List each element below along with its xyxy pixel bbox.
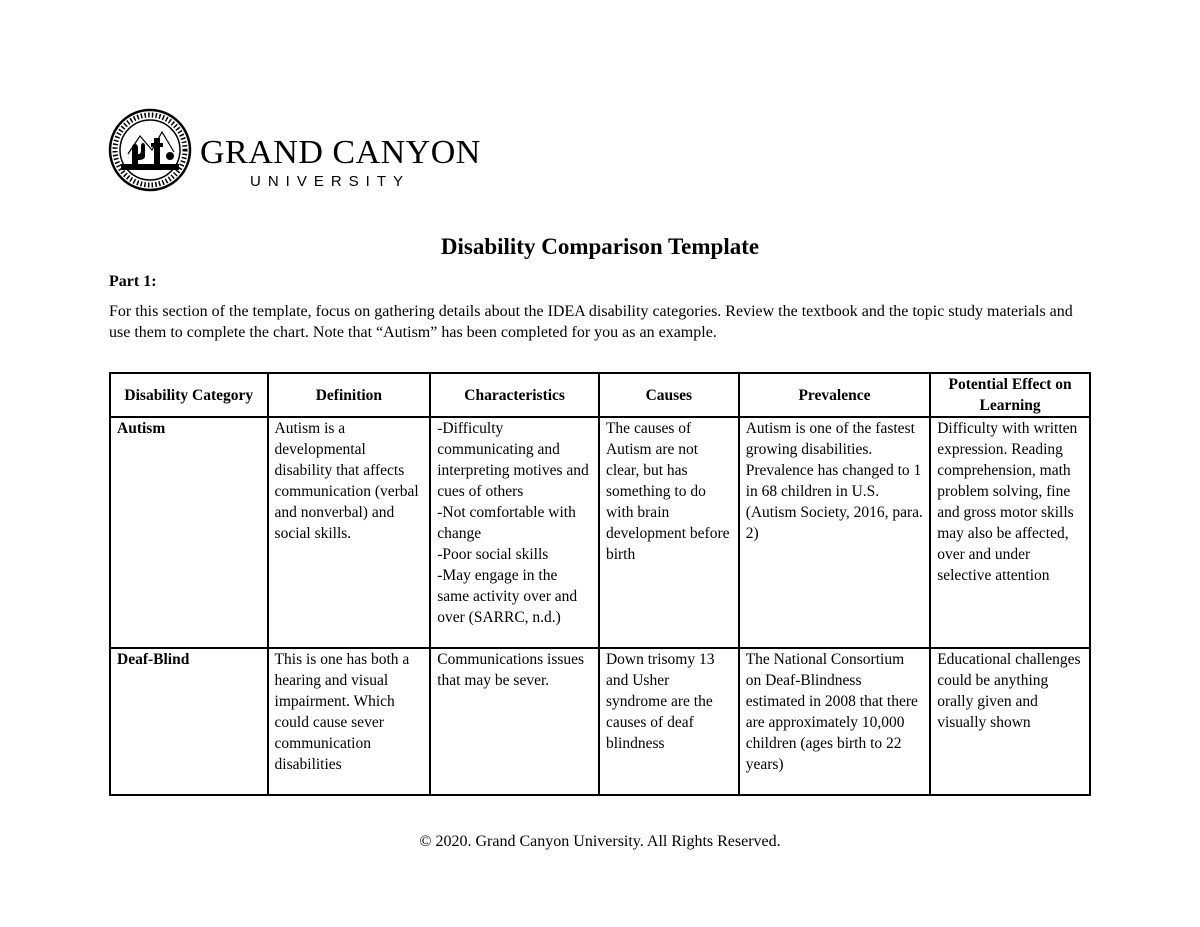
university-name: GRAND CANYON (200, 134, 481, 171)
university-logo (108, 108, 481, 194)
cell-category: Autism (110, 417, 268, 648)
header-causes: Causes (599, 373, 739, 417)
document-title: Disability Comparison Template (440, 234, 760, 259)
header-disability-category: Disability Category (110, 373, 268, 417)
header-potential-effect: Potential Effect on Learning (930, 373, 1090, 417)
cell-prevalence: The National Consortium on Deaf-Blindness estimated in 2008 that there are approximately 10,000 children (ages birth to 22 years) (739, 648, 931, 795)
cell-characteristics: Communications issues that may be sever. (430, 648, 599, 795)
header-prevalence: Prevalence (739, 373, 931, 417)
cell-prevalence: Autism is one of the fastest growing disabilities. Prevalence has changed to 1 in 68 children in U.S. (Autism Society, 2016, para. 2) (739, 417, 931, 648)
table-row (110, 648, 1090, 795)
part-label: Part 1: (109, 273, 157, 290)
header-characteristics: Characteristics (430, 373, 599, 417)
table-row (110, 417, 1090, 648)
cell-effect: Educational challenges could be anything orally given and visually shown (930, 648, 1090, 795)
intro-paragraph: For this section of the template, focus on gathering details about the IDEA disability categories. Review the textbook and the topic study materials and use them to complete the chart. Note that “Autism” has been completed for you as an example. (109, 303, 1073, 341)
cell-category: Deaf-Blind (110, 648, 268, 795)
cell-effect: Difficulty with written expression. Reading comprehension, math problem solving, fine and gross motor skills may also be affected, over and under selective attention (930, 417, 1090, 648)
university-subtitle: UNIVERSITY (250, 173, 411, 190)
disability-comparison-table (109, 372, 1091, 796)
cell-definition: Autism is a developmental disability that affects communication (verbal and nonverbal) and social skills. (268, 417, 431, 648)
copyright-footer: © 2020. Grand Canyon University. All Rights Reserved. (419, 833, 781, 850)
table-header-row (110, 373, 1090, 417)
cell-definition: This is one has both a hearing and visual impairment. Which could cause sever communication disabilities (268, 648, 431, 795)
cell-causes: Down trisomy 13 and Usher syndrome are the causes of deaf blindness (599, 648, 739, 795)
cell-characteristics: -Difficulty communicating and interpreting motives and cues of others -Not comfortable with change -Poor social skills -May engage in the same activity over and over (SARRC, n.d.) (430, 417, 599, 648)
header-definition: Definition (268, 373, 431, 417)
cell-causes: The causes of Autism are not clear, but has something to do with brain development before birth (599, 417, 739, 648)
university-seal-icon (108, 108, 192, 192)
